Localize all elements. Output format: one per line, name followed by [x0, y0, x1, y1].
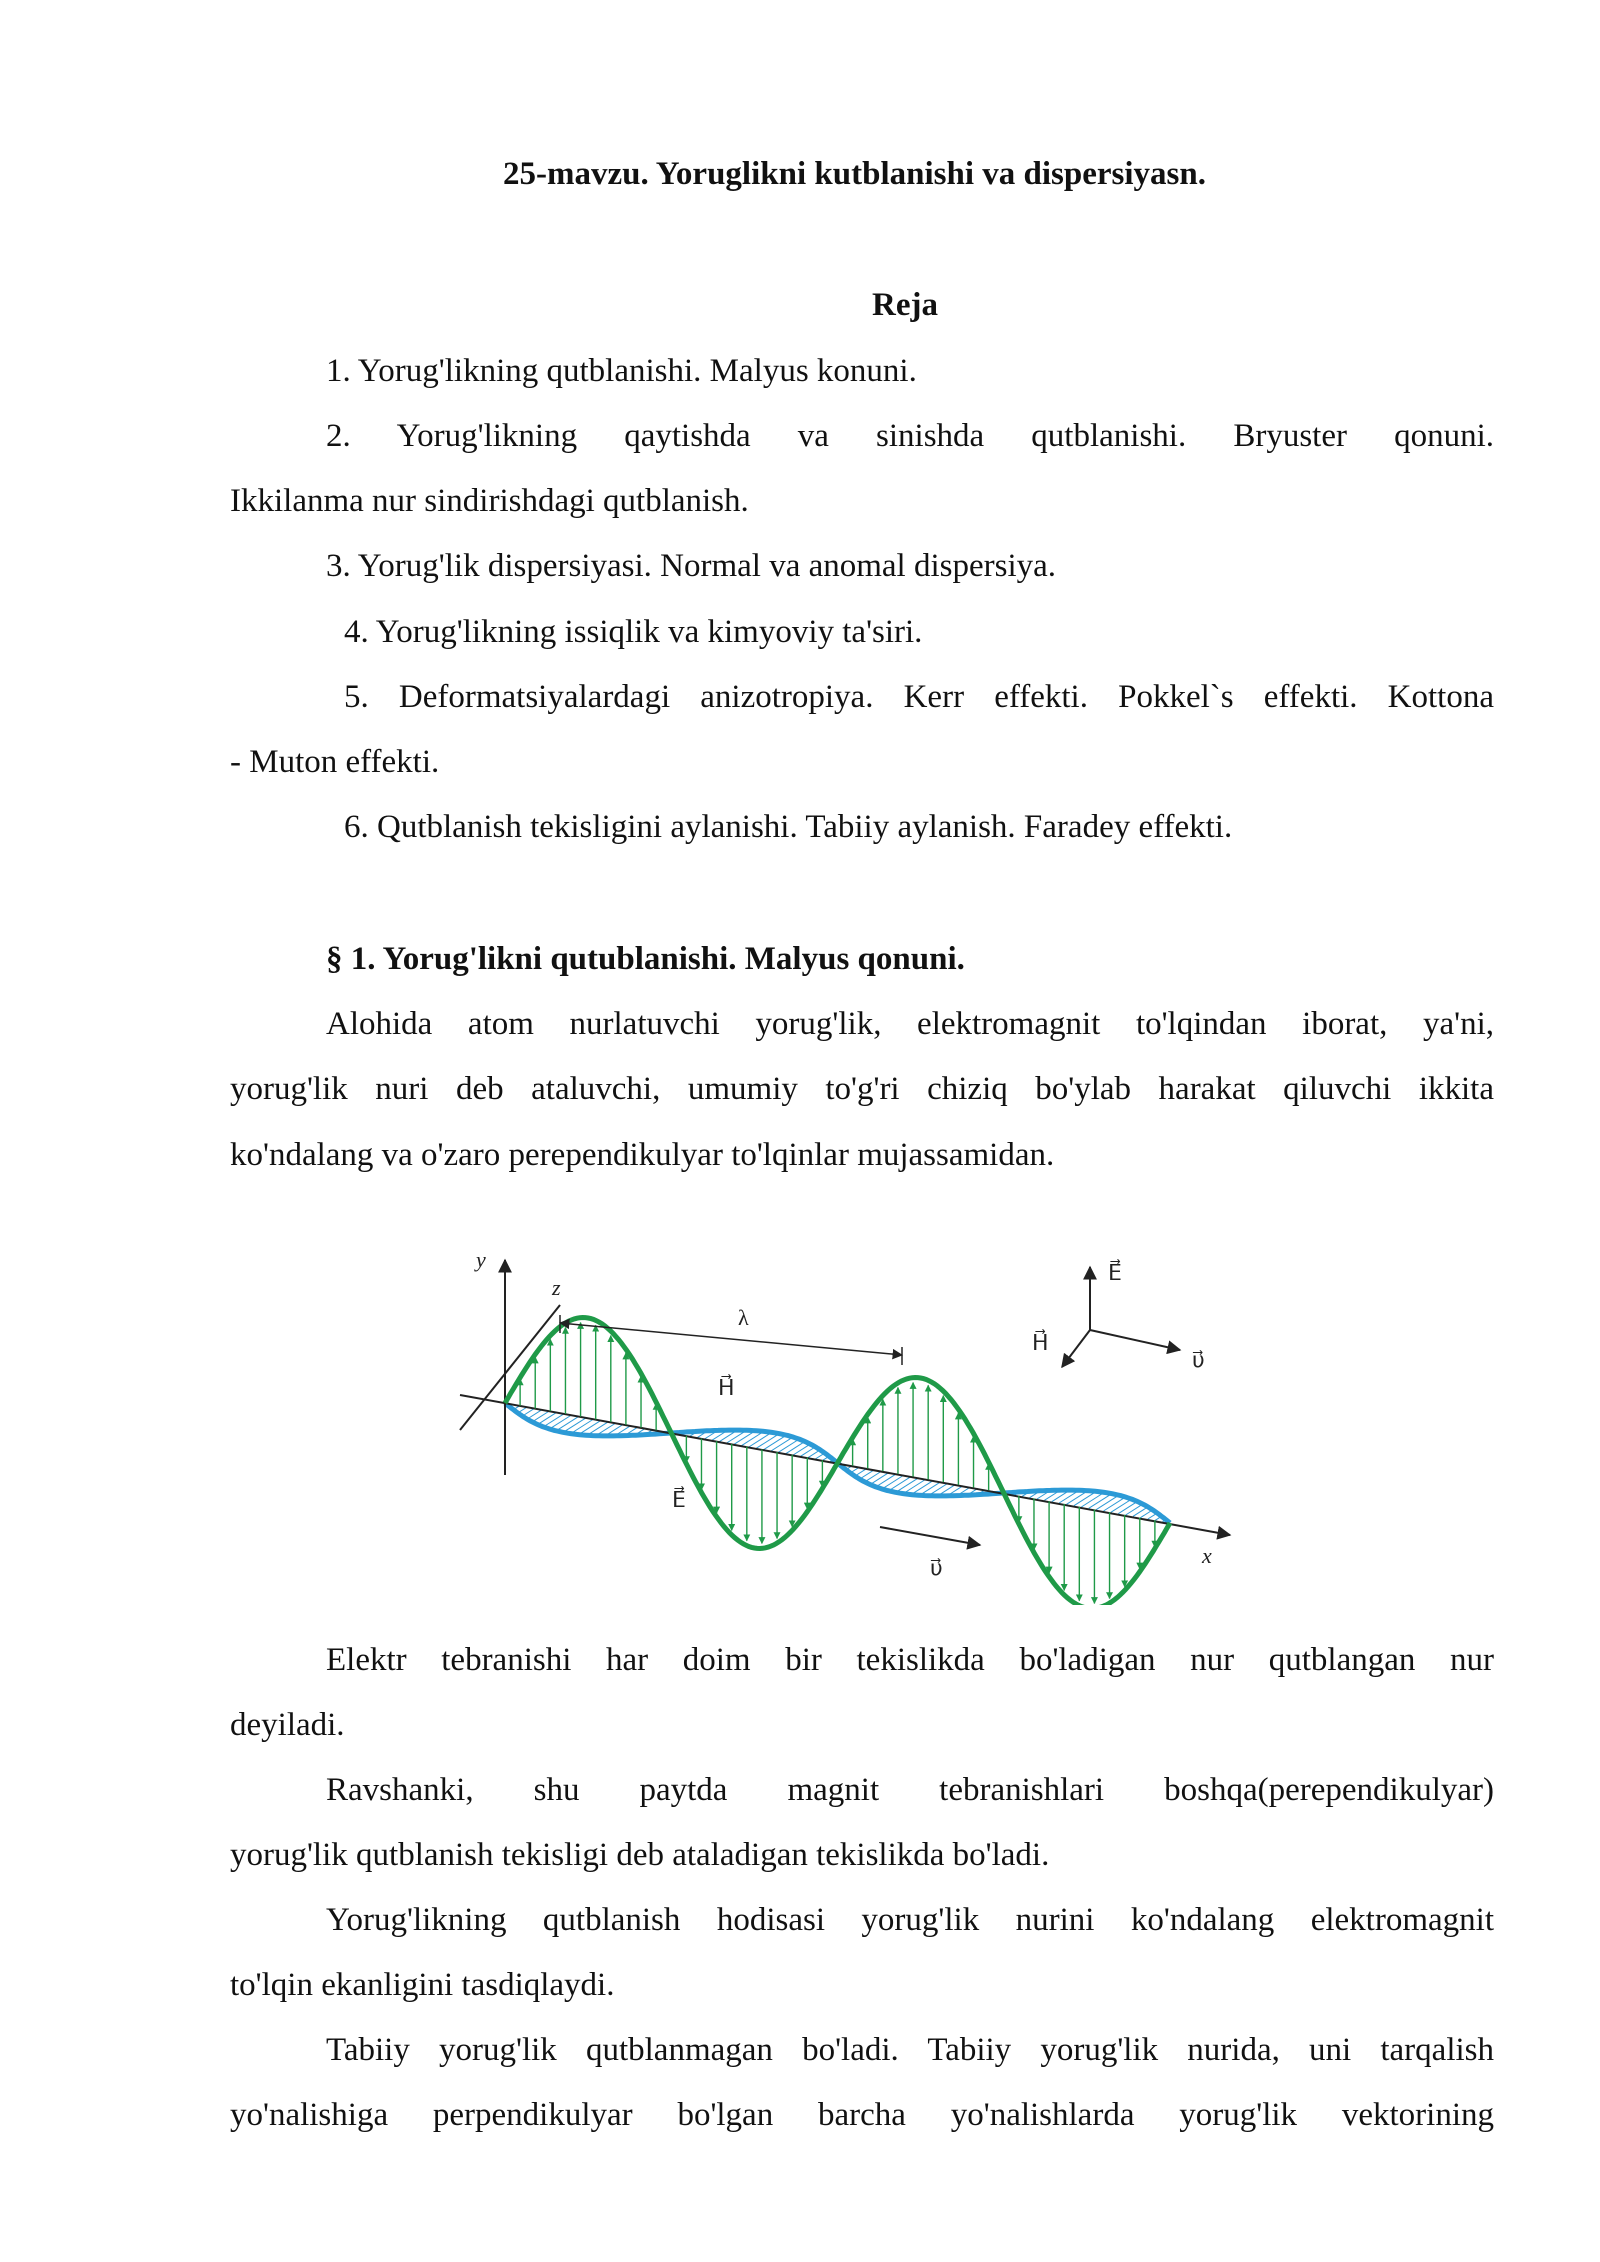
magnetic-hatch-line: [571, 1419, 594, 1434]
magnetic-hatch-line: [1111, 1499, 1132, 1512]
section-heading: § 1. Yorug'likni qutublanishi. Malyus qonuni.: [326, 941, 965, 977]
electric-wave-curve: [505, 1318, 1170, 1606]
x-axis: [460, 1395, 1230, 1535]
magnetic-hatch-line: [903, 1479, 926, 1494]
paragraph-3-line-1: Ravshanki, shu paytda magnit tebranishlari boshqa(perependikulyar): [326, 1772, 1494, 1808]
paragraph-2-line-2: deyiladi.: [230, 1707, 345, 1743]
paragraph-2-line-1: Elektr tebranishi har doim bir tekislikda bo'ladigan nur qutblangan nur: [326, 1642, 1494, 1678]
magnetic-hatch-line: [1118, 1501, 1137, 1513]
magnetic-hatch-line: [786, 1441, 805, 1453]
triad-v-label: υ⃗: [1192, 1347, 1205, 1372]
magnetic-hatch-line: [543, 1414, 564, 1427]
magnetic-hatch-line: [793, 1444, 810, 1455]
plan-item-4: 4. Yorug'likning issiqlik va kimyoviy ta'siri.: [344, 614, 923, 650]
magnetic-hatch-line: [1089, 1494, 1112, 1509]
magnetic-hatch-line: [876, 1474, 897, 1487]
magnetic-hatch-line: [771, 1437, 793, 1451]
plan-item-2-cont: Ikkilanma nur sindirishdagi qutblanish.: [230, 483, 749, 519]
z-axis-label: z: [552, 1275, 561, 1300]
triad-e-label: E⃗: [1108, 1260, 1122, 1285]
magnetic-hatch-line: [889, 1476, 912, 1490]
magnetic-hatch-line: [865, 1471, 882, 1482]
em-wave-figure: [440, 1245, 1240, 1605]
plan-item-6: 6. Qutblanish tekisligini aylanishi. Tabiiy aylanish. Faradey effekti.: [344, 809, 1233, 845]
paragraph-4-line-1: Yorug'likning qutblanish hodisasi yorug'lik nurini ko'ndalang elektromagnit: [326, 1902, 1494, 1938]
plan-item-5-cont: - Muton effekti.: [230, 744, 440, 780]
paragraph-5-line-1: Tabiiy yorug'lik qutblanmagan bo'ladi. Tabiiy yorug'lik nurida, uni tarqalish: [326, 2032, 1494, 2068]
velocity-label: υ⃗: [930, 1555, 943, 1580]
h-field-label: H⃗: [718, 1375, 735, 1400]
magnetic-hatch-line: [1096, 1495, 1119, 1509]
magnetic-hatch-line: [756, 1434, 779, 1449]
x-axis-label: x: [1202, 1543, 1212, 1568]
magnetic-hatch-line: [870, 1472, 889, 1484]
wavelength-label: λ: [738, 1305, 749, 1330]
plan-item-3: 3. Yorug'lik dispersiyasi. Normal va anomal dispersiya.: [326, 548, 1057, 584]
y-axis-label: y: [476, 1247, 486, 1272]
magnetic-hatch-line: [1104, 1497, 1126, 1511]
magnetic-hatch-line: [882, 1475, 904, 1489]
magnetic-hatch-line: [778, 1439, 799, 1452]
magnetic-hatch-line: [556, 1416, 579, 1430]
plan-item-5: 5. Deformatsiyalardagi anizotropiya. Kerr effekti. Pokkel`s effekti. Kottona: [344, 679, 1494, 715]
triad-h-label: H⃗: [1032, 1330, 1049, 1355]
plan-heading: Reja: [872, 287, 938, 323]
paragraph-1-line-3: ko'ndalang va o'zaro perependikulyar to'lqinlar mujassamidan.: [230, 1137, 1055, 1173]
paragraph-3-line-2: yorug'lik qutblanish tekisligi deb ataladigan tekislikda bo'ladi.: [230, 1837, 1050, 1873]
magnetic-hatch-line: [764, 1435, 787, 1449]
plan-item-1: 1. Yorug'likning qutblanishi. Malyus konuni.: [326, 353, 917, 389]
magnetic-hatch-line: [749, 1432, 772, 1447]
paragraph-1-line-1: Alohida atom nurlatuvchi yorug'lik, elektromagnit to'lqindan iborat, ya'ni,: [326, 1006, 1494, 1042]
magnetic-hatch-line: [538, 1412, 557, 1424]
page-title: 25-mavzu. Yoruglikni kutblanishi va dispersiyasn.: [503, 156, 1206, 192]
magnetic-hatch-line: [896, 1478, 919, 1493]
paragraph-5-line-2: yo'nalishiga perpendikulyar bo'lgan barcha yo'nalishlarda yorug'lik vektorining: [230, 2097, 1494, 2133]
magnetic-hatch-line: [1126, 1504, 1143, 1515]
plan-item-2: 2. Yorug'likning qaytishda va sinishda qutblanishi. Bryuster qonuni.: [326, 418, 1494, 454]
magnetic-hatch-line: [532, 1411, 549, 1422]
paragraph-4-line-2: to'lqin ekanligini tasdiqlaydi.: [230, 1967, 615, 2003]
paragraph-1-line-2: yorug'lik nuri deb ataluvchi, umumiy to'g'ri chiziq bo'ylab harakat qiluvchi ikkita: [230, 1071, 1494, 1107]
velocity-arrow: [880, 1527, 980, 1545]
e-field-label: E⃗: [672, 1487, 686, 1512]
magnetic-hatch-line: [550, 1415, 572, 1429]
magnetic-hatch-line: [563, 1418, 586, 1433]
magnetic-hatch-line: [1081, 1492, 1104, 1507]
